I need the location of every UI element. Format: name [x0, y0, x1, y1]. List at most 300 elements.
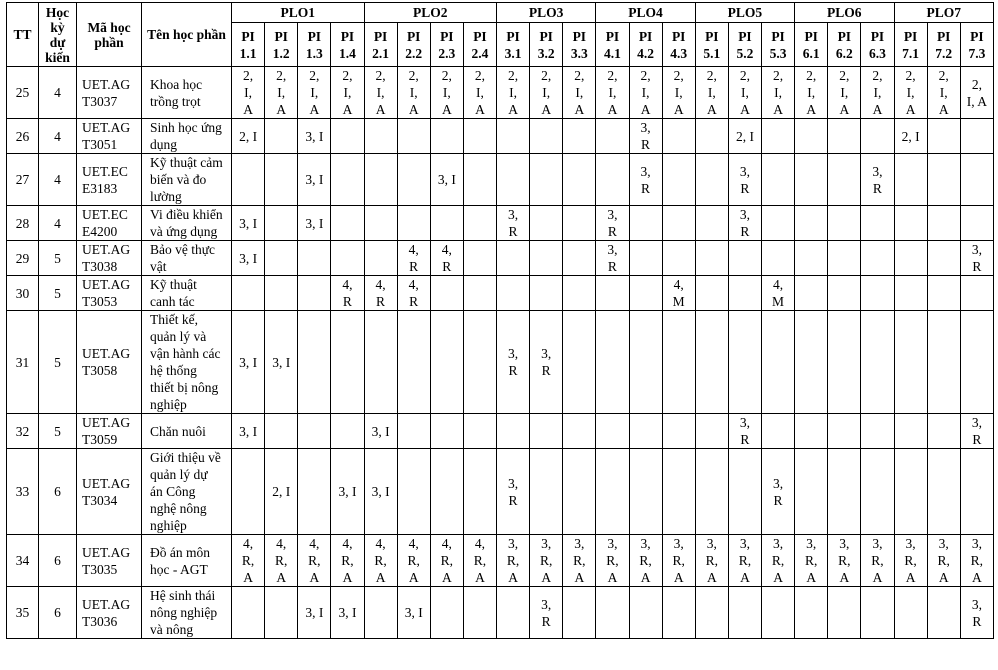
- pi-cell: 2, I, A: [662, 67, 695, 119]
- pi-header: PI 4.2: [629, 23, 662, 67]
- course-name: Đồ án môn học - AGT: [142, 535, 232, 587]
- col-header-name: Tên học phần: [142, 3, 232, 67]
- pi-cell: [463, 449, 496, 535]
- pi-cell: [762, 241, 795, 276]
- pi-cell: 3, R: [629, 154, 662, 206]
- pi-header: PI 5.3: [762, 23, 795, 67]
- course-name: Bảo vệ thực vật: [142, 241, 232, 276]
- course-code: UET.AG T3034: [77, 449, 142, 535]
- pi-cell: [430, 587, 463, 639]
- pi-cell: [397, 311, 430, 414]
- pi-cell: [728, 587, 761, 639]
- pi-cell: [430, 119, 463, 154]
- pi-cell: [762, 311, 795, 414]
- pi-cell: [695, 206, 728, 241]
- plo-group-header: PLO4: [596, 3, 695, 23]
- pi-cell: [795, 449, 828, 535]
- course-tt: 34: [7, 535, 39, 587]
- plo-group-header: PLO1: [232, 3, 365, 23]
- course-semester: 6: [39, 535, 77, 587]
- pi-cell: [795, 241, 828, 276]
- pi-cell: [298, 311, 331, 414]
- pi-header: PI 2.4: [463, 23, 496, 67]
- pi-cell: [430, 276, 463, 311]
- pi-cell: 2, I, A: [828, 67, 861, 119]
- pi-cell: [364, 587, 397, 639]
- pi-cell: 3, R: [960, 241, 993, 276]
- pi-cell: [563, 119, 596, 154]
- plo-group-header: PLO2: [364, 3, 497, 23]
- course-tt: 32: [7, 414, 39, 449]
- pi-cell: [728, 449, 761, 535]
- pi-cell: 3, I: [397, 587, 430, 639]
- pi-cell: [331, 414, 364, 449]
- pi-cell: [795, 414, 828, 449]
- pi-cell: 3, R: [497, 311, 530, 414]
- pi-cell: [828, 414, 861, 449]
- pi-cell: 2, I: [894, 119, 927, 154]
- pi-header: PI 5.2: [728, 23, 761, 67]
- pi-cell: [695, 587, 728, 639]
- pi-cell: 3, R, A: [695, 535, 728, 587]
- pi-cell: [828, 587, 861, 639]
- pi-cell: [662, 154, 695, 206]
- pi-cell: [795, 154, 828, 206]
- pi-cell: [463, 241, 496, 276]
- table-header: [7, 3, 994, 67]
- pi-cell: [695, 119, 728, 154]
- pi-cell: [430, 414, 463, 449]
- pi-cell: [828, 276, 861, 311]
- pi-cell: 3, R: [596, 241, 629, 276]
- pi-cell: [728, 276, 761, 311]
- pi-header: PI 3.3: [563, 23, 596, 67]
- pi-cell: 4, R, A: [232, 535, 265, 587]
- pi-cell: [927, 414, 960, 449]
- pi-cell: [960, 119, 993, 154]
- pi-header: PI 7.3: [960, 23, 993, 67]
- pi-cell: [265, 276, 298, 311]
- pi-cell: [894, 276, 927, 311]
- pi-cell: [927, 311, 960, 414]
- pi-cell: 2, I, A: [927, 67, 960, 119]
- pi-cell: [894, 241, 927, 276]
- pi-cell: 3, R, A: [596, 535, 629, 587]
- pi-cell: 2, I, A: [960, 67, 993, 119]
- pi-cell: 3, R: [960, 587, 993, 639]
- pi-cell: [828, 311, 861, 414]
- pi-header: PI 2.1: [364, 23, 397, 67]
- pi-cell: [265, 414, 298, 449]
- pi-cell: [762, 206, 795, 241]
- pi-cell: [960, 276, 993, 311]
- pi-cell: [960, 206, 993, 241]
- pi-cell: 3, R, A: [960, 535, 993, 587]
- pi-cell: [629, 449, 662, 535]
- pi-cell: [364, 119, 397, 154]
- course-semester: 5: [39, 311, 77, 414]
- pi-cell: [364, 311, 397, 414]
- course-name: Thiết kế, quản lý và vận hành các hệ thống thiết bị nông nghiệp: [142, 311, 232, 414]
- table-row: [7, 311, 994, 414]
- pi-cell: [563, 414, 596, 449]
- pi-cell: [563, 276, 596, 311]
- pi-cell: 4, R, A: [430, 535, 463, 587]
- pi-cell: 3, R: [762, 449, 795, 535]
- pi-cell: [629, 311, 662, 414]
- course-name: Sinh học ứng dụng: [142, 119, 232, 154]
- pi-cell: [662, 311, 695, 414]
- pi-cell: [762, 119, 795, 154]
- pi-cell: 3, R: [728, 154, 761, 206]
- pi-cell: 3, R: [596, 206, 629, 241]
- pi-cell: [828, 119, 861, 154]
- pi-cell: [927, 587, 960, 639]
- course-code: UET.EC E3183: [77, 154, 142, 206]
- pi-cell: [463, 414, 496, 449]
- pi-cell: [265, 154, 298, 206]
- pi-cell: [497, 414, 530, 449]
- pi-header: PI 1.1: [232, 23, 265, 67]
- pi-cell: 4, R, A: [298, 535, 331, 587]
- table-row: [7, 206, 994, 241]
- course-semester: 6: [39, 587, 77, 639]
- pi-cell: [795, 311, 828, 414]
- pi-cell: 3, I: [430, 154, 463, 206]
- pi-cell: 4, R: [331, 276, 364, 311]
- course-tt: 27: [7, 154, 39, 206]
- pi-cell: 2, I, A: [331, 67, 364, 119]
- pi-cell: 2, I, A: [430, 67, 463, 119]
- course-tt: 25: [7, 67, 39, 119]
- col-header-tt: TT: [7, 3, 39, 67]
- table-row: [7, 241, 994, 276]
- pi-cell: 3, R, A: [563, 535, 596, 587]
- pi-cell: 3, R, A: [894, 535, 927, 587]
- pi-cell: [894, 154, 927, 206]
- pi-cell: [596, 587, 629, 639]
- pi-header: PI 1.4: [331, 23, 364, 67]
- pi-cell: [762, 154, 795, 206]
- course-semester: 6: [39, 449, 77, 535]
- pi-cell: 2, I, A: [397, 67, 430, 119]
- pi-cell: [397, 154, 430, 206]
- pi-cell: 4, R, A: [265, 535, 298, 587]
- pi-cell: [397, 414, 430, 449]
- pi-cell: [728, 241, 761, 276]
- course-code: UET.AG T3058: [77, 311, 142, 414]
- course-code: UET.AG T3059: [77, 414, 142, 449]
- pi-cell: [894, 449, 927, 535]
- pi-cell: [894, 206, 927, 241]
- pi-cell: [232, 587, 265, 639]
- course-semester: 4: [39, 154, 77, 206]
- pi-cell: [828, 154, 861, 206]
- course-semester: 4: [39, 67, 77, 119]
- pi-cell: 2, I, A: [861, 67, 894, 119]
- pi-cell: 2, I, A: [364, 67, 397, 119]
- course-name: Kỹ thuật cảm biến và đo lường: [142, 154, 232, 206]
- pi-cell: [960, 449, 993, 535]
- pi-cell: 2, I, A: [795, 67, 828, 119]
- pi-header: PI 7.1: [894, 23, 927, 67]
- pi-cell: 3, I: [331, 587, 364, 639]
- course-name: Khoa học trồng trọt: [142, 67, 232, 119]
- pi-cell: [331, 241, 364, 276]
- pi-cell: [695, 241, 728, 276]
- pi-cell: 2, I, A: [596, 67, 629, 119]
- pi-cell: 3, R: [728, 414, 761, 449]
- pi-cell: [397, 119, 430, 154]
- pi-cell: [795, 119, 828, 154]
- pi-cell: 4, R: [364, 276, 397, 311]
- pi-cell: [795, 206, 828, 241]
- pi-cell: [397, 449, 430, 535]
- pi-header: PI 6.3: [861, 23, 894, 67]
- course-code: UET.AG T3051: [77, 119, 142, 154]
- course-tt: 33: [7, 449, 39, 535]
- pi-cell: [563, 154, 596, 206]
- pi-cell: 3, R: [861, 154, 894, 206]
- course-code: UET.EC E4200: [77, 206, 142, 241]
- pi-cell: 2, I, A: [530, 67, 563, 119]
- pi-cell: [463, 311, 496, 414]
- pi-cell: [497, 154, 530, 206]
- pi-cell: 2, I, A: [298, 67, 331, 119]
- pi-cell: 3, I: [298, 119, 331, 154]
- pi-cell: [563, 311, 596, 414]
- pi-cell: [662, 206, 695, 241]
- pi-cell: [960, 311, 993, 414]
- pi-cell: [265, 206, 298, 241]
- pi-cell: [596, 119, 629, 154]
- pi-cell: [894, 311, 927, 414]
- pi-cell: [795, 276, 828, 311]
- pi-cell: 3, R: [497, 449, 530, 535]
- table-row: [7, 414, 994, 449]
- pi-cell: [861, 206, 894, 241]
- pi-cell: [762, 414, 795, 449]
- pi-cell: 3, R, A: [662, 535, 695, 587]
- table-row: [7, 449, 994, 535]
- pi-cell: [894, 414, 927, 449]
- pi-cell: 2, I, A: [232, 67, 265, 119]
- pi-cell: [596, 276, 629, 311]
- pi-cell: [530, 449, 563, 535]
- pi-cell: [463, 119, 496, 154]
- pi-cell: [430, 449, 463, 535]
- pi-cell: [695, 414, 728, 449]
- pi-cell: 3, R, A: [530, 535, 563, 587]
- pi-cell: [232, 449, 265, 535]
- pi-cell: 2, I, A: [894, 67, 927, 119]
- pi-header: PI 4.3: [662, 23, 695, 67]
- pi-cell: [795, 587, 828, 639]
- pi-cell: [695, 449, 728, 535]
- pi-cell: 3, I: [232, 206, 265, 241]
- table-row: [7, 535, 994, 587]
- pi-cell: [265, 119, 298, 154]
- pi-cell: [298, 276, 331, 311]
- pi-cell: [364, 241, 397, 276]
- pi-cell: 3, R, A: [927, 535, 960, 587]
- pi-cell: [596, 449, 629, 535]
- pi-cell: [927, 154, 960, 206]
- pi-cell: 2, I, A: [265, 67, 298, 119]
- pi-cell: 3, R, A: [497, 535, 530, 587]
- pi-cell: [960, 154, 993, 206]
- pi-cell: [430, 206, 463, 241]
- pi-cell: [861, 587, 894, 639]
- course-name: Chăn nuôi: [142, 414, 232, 449]
- plo-group-header: PLO5: [695, 3, 794, 23]
- pi-header: PI 1.3: [298, 23, 331, 67]
- table-body: [7, 67, 994, 639]
- pi-cell: 2, I: [265, 449, 298, 535]
- pi-cell: 3, I: [364, 449, 397, 535]
- pi-cell: [927, 449, 960, 535]
- pi-cell: [530, 119, 563, 154]
- pi-cell: [894, 587, 927, 639]
- pi-cell: [695, 276, 728, 311]
- pi-cell: [530, 276, 563, 311]
- pi-cell: [232, 276, 265, 311]
- pi-cell: 2, I, A: [463, 67, 496, 119]
- pi-cell: [629, 241, 662, 276]
- pi-cell: 2, I, A: [728, 67, 761, 119]
- pi-cell: 4, R: [430, 241, 463, 276]
- pi-cell: 3, I: [232, 414, 265, 449]
- plo-mapping-table: [6, 2, 994, 639]
- pi-cell: [430, 311, 463, 414]
- pi-cell: [662, 449, 695, 535]
- pi-cell: [298, 449, 331, 535]
- pi-cell: 3, R: [530, 587, 563, 639]
- pi-cell: 3, R, A: [728, 535, 761, 587]
- pi-cell: [927, 206, 960, 241]
- table-row: [7, 154, 994, 206]
- pi-cell: [861, 449, 894, 535]
- pi-cell: 3, R: [530, 311, 563, 414]
- course-tt: 30: [7, 276, 39, 311]
- pi-cell: [563, 587, 596, 639]
- pi-cell: [662, 119, 695, 154]
- pi-header: PI 6.1: [795, 23, 828, 67]
- pi-cell: [629, 414, 662, 449]
- course-tt: 31: [7, 311, 39, 414]
- pi-cell: [530, 241, 563, 276]
- pi-cell: [530, 414, 563, 449]
- pi-cell: 2, I, A: [695, 67, 728, 119]
- pi-cell: 3, I: [298, 206, 331, 241]
- pi-cell: [927, 241, 960, 276]
- pi-cell: [728, 311, 761, 414]
- pi-cell: [629, 206, 662, 241]
- pi-cell: 4, R: [397, 276, 430, 311]
- table-row: [7, 276, 994, 311]
- pi-cell: 4, R, A: [331, 535, 364, 587]
- pi-cell: [331, 311, 364, 414]
- pi-cell: 4, R, A: [364, 535, 397, 587]
- pi-cell: [563, 449, 596, 535]
- pi-cell: 3, I: [298, 587, 331, 639]
- pi-cell: 2, I, A: [563, 67, 596, 119]
- course-tt: 26: [7, 119, 39, 154]
- pi-header: PI 7.2: [927, 23, 960, 67]
- pi-cell: [596, 154, 629, 206]
- pi-cell: 3, R, A: [861, 535, 894, 587]
- pi-cell: 3, I: [232, 241, 265, 276]
- pi-cell: [861, 414, 894, 449]
- pi-cell: [298, 241, 331, 276]
- pi-cell: [563, 206, 596, 241]
- pi-cell: [662, 587, 695, 639]
- course-semester: 5: [39, 241, 77, 276]
- table-row: [7, 67, 994, 119]
- pi-cell: 2, I, A: [497, 67, 530, 119]
- pi-cell: [927, 276, 960, 311]
- pi-cell: [331, 206, 364, 241]
- pi-cell: [828, 241, 861, 276]
- course-name: Giới thiệu về quản lý dự án Công nghệ nông nghiệp: [142, 449, 232, 535]
- pi-cell: [463, 276, 496, 311]
- pi-cell: [629, 276, 662, 311]
- pi-cell: [232, 154, 265, 206]
- pi-cell: [927, 119, 960, 154]
- pi-cell: [463, 206, 496, 241]
- pi-cell: [762, 587, 795, 639]
- pi-cell: [596, 414, 629, 449]
- pi-cell: 3, I: [265, 311, 298, 414]
- pi-cell: [563, 241, 596, 276]
- pi-cell: [861, 241, 894, 276]
- pi-cell: [497, 241, 530, 276]
- course-semester: 5: [39, 276, 77, 311]
- pi-cell: [397, 206, 430, 241]
- course-code: UET.AG T3035: [77, 535, 142, 587]
- pi-cell: 4, M: [662, 276, 695, 311]
- pi-cell: 4, R: [397, 241, 430, 276]
- pi-cell: [497, 119, 530, 154]
- pi-cell: [828, 206, 861, 241]
- pi-cell: 3, R: [728, 206, 761, 241]
- header-row-plo: [7, 3, 994, 23]
- course-code: UET.AG T3038: [77, 241, 142, 276]
- pi-cell: 3, R: [497, 206, 530, 241]
- pi-cell: 3, R, A: [629, 535, 662, 587]
- pi-cell: 3, I: [298, 154, 331, 206]
- pi-cell: 4, R, A: [463, 535, 496, 587]
- pi-cell: 3, I: [331, 449, 364, 535]
- course-code: UET.AG T3053: [77, 276, 142, 311]
- course-semester: 5: [39, 414, 77, 449]
- pi-cell: [331, 119, 364, 154]
- pi-cell: [530, 206, 563, 241]
- pi-cell: [629, 587, 662, 639]
- table-row: [7, 119, 994, 154]
- pi-header: PI 4.1: [596, 23, 629, 67]
- course-code: UET.AG T3037: [77, 67, 142, 119]
- pi-cell: [364, 154, 397, 206]
- pi-cell: [497, 587, 530, 639]
- pi-cell: 2, I: [728, 119, 761, 154]
- pi-cell: [828, 449, 861, 535]
- pi-cell: 2, I: [232, 119, 265, 154]
- col-header-code: Mã học phần: [77, 3, 142, 67]
- course-semester: 4: [39, 206, 77, 241]
- pi-cell: [298, 414, 331, 449]
- pi-header: PI 6.2: [828, 23, 861, 67]
